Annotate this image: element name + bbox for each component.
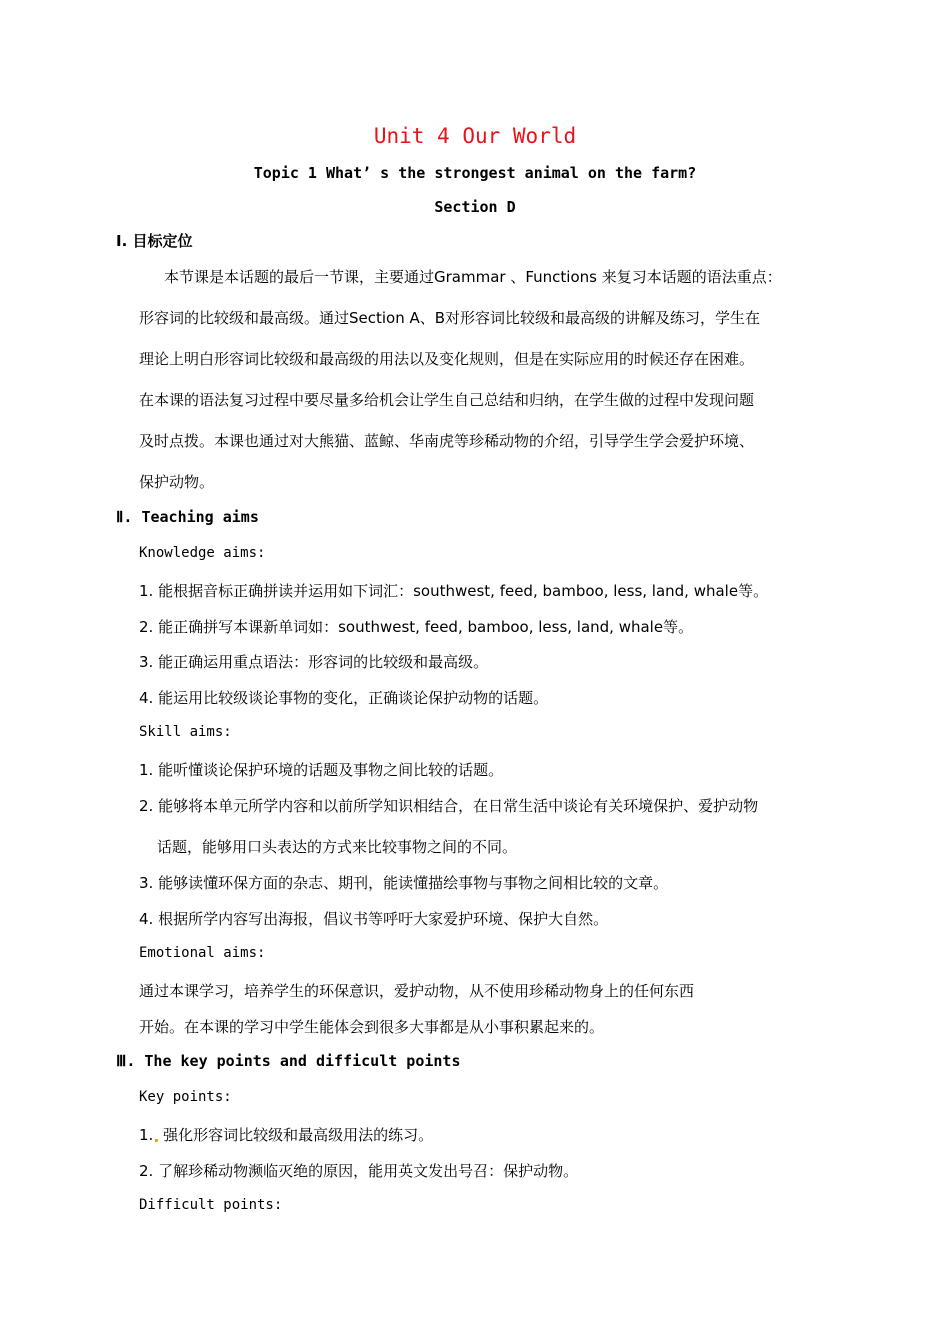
list-text: 强化形容词比较级和最高级用法的练习。 xyxy=(163,1126,434,1144)
list-item: 1. 能根据音标正确拼读并运用如下词汇：southwest, feed, bamboo, less, land, whale等。 xyxy=(139,582,769,600)
list-item: 1. 能听懂谈论保护环境的话题及事物之间比较的话题。 xyxy=(139,761,504,779)
skill-aims-label: Skill aims: xyxy=(139,724,232,740)
knowledge-aims-label: Knowledge aims: xyxy=(139,545,266,561)
edit-mark-icon xyxy=(155,1139,158,1142)
paragraph-line: 通过本课学习，培养学生的环保意识，爱护动物，从不使用珍稀动物身上的任何东西 xyxy=(139,982,695,1000)
paragraph-line: 形容词的比较级和最高级。通过Section A、B对形容词比较级和最高级的讲解及练习，学生在 xyxy=(139,309,761,327)
list-item: 3. 能正确运用重点语法：形容词的比较级和最高级。 xyxy=(139,653,489,671)
list-item: 3. 能够读懂环保方面的杂志、期刊，能读懂描绘事物与事物之间相比较的文章。 xyxy=(139,874,669,892)
heading-objectives: Ⅰ. 目标定位 xyxy=(116,232,193,250)
section-title: Section D xyxy=(434,198,516,216)
list-item: 2. 能够将本单元所学内容和以前所学知识相结合，在日常生活中谈论有关环境保护、爱护动物 xyxy=(139,797,759,815)
difficult-points-label: Difficult points: xyxy=(139,1197,283,1213)
list-item: 2. 了解珍稀动物濒临灭绝的原因，能用英文发出号召：保护动物。 xyxy=(139,1162,579,1180)
paragraph-line: 保护动物。 xyxy=(139,473,215,491)
list-item: 2. 能正确拼写本课新单词如：southwest, feed, bamboo, less, land, whale等。 xyxy=(139,618,694,636)
paragraph-line: 在本课的语法复习过程中要尽量多给机会让学生自己总结和归纳，在学生做的过程中发现问题 xyxy=(139,391,755,409)
unit-title: Unit 4 Our World xyxy=(373,124,577,148)
heading-teaching-aims: Ⅱ. Teaching aims xyxy=(116,508,259,526)
list-item: 4. 根据所学内容写出海报，倡议书等呼吁大家爱护环境、保护大自然。 xyxy=(139,910,609,928)
paragraph-line: 理论上明白形容词比较级和最高级的用法以及变化规则，但是在实际应用的时候还存在困难。 xyxy=(139,350,755,368)
paragraph-line: 本节课是本话题的最后一节课，主要通过Grammar 、Functions 来复习本话题的语法重点： xyxy=(164,268,782,286)
list-item-continuation: 话题，能够用口头表达的方式来比较事物之间的不同。 xyxy=(157,838,518,856)
list-number: 1. xyxy=(139,1126,154,1144)
list-item xyxy=(139,1124,433,1145)
emotional-aims-label: Emotional aims: xyxy=(139,945,266,961)
paragraph-line: 及时点拨。本课也通过对大熊猫、蓝鲸、华南虎等珍稀动物的介绍，引导学生学会爱护环境、 xyxy=(139,432,755,450)
topic-title: Topic 1 What’ s the strongest animal on the farm? xyxy=(253,164,697,182)
list-item: 4. 能运用比较级谈论事物的变化，正确谈论保护动物的话题。 xyxy=(139,689,549,707)
heading-key-points: Ⅲ. The key points and difficult points xyxy=(116,1052,461,1070)
paragraph-line: 开始。在本课的学习中学生能体会到很多大事都是从小事积累起来的。 xyxy=(139,1018,605,1036)
key-points-label: Key points: xyxy=(139,1089,232,1105)
